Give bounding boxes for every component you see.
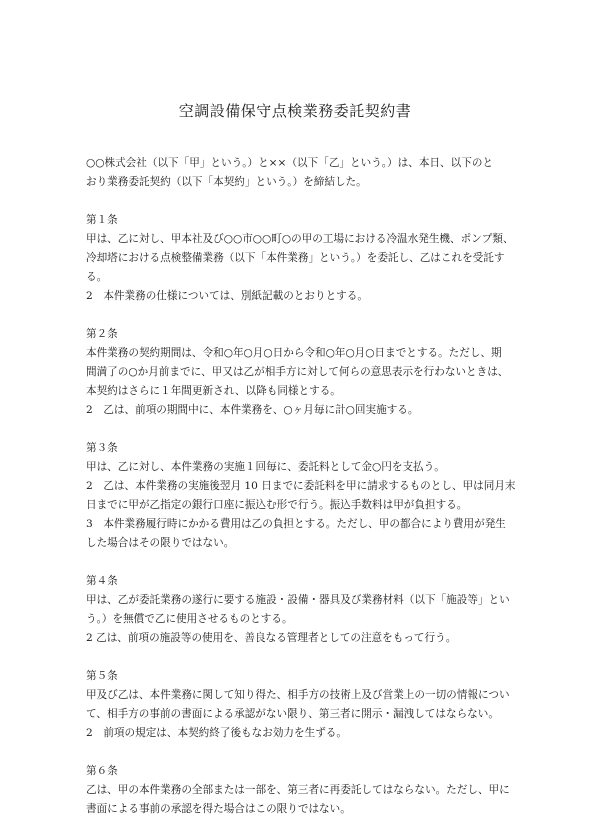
article-line: う。）を無償で乙に使用させるものとする。	[86, 613, 293, 625]
article-heading: 第６条	[86, 765, 118, 777]
document-body	[86, 154, 516, 819]
article-line: 間満了の○か月前までに、甲又は乙が相手方に対して何らの意思表示を行わないときは、	[86, 366, 509, 378]
article-line: 2 乙は、本件業務の実施後翌月 10 日までに委託料を甲に請求するものとし、甲は同月末	[86, 480, 516, 492]
document-title: 空調設備保守点検業務委託契約書	[178, 102, 412, 120]
article-line: した場合はその限りではない。	[86, 537, 235, 549]
article-line: 2 前項の規定は、本契約終了後もなお効力を生ずる。	[86, 727, 347, 739]
preamble-line: ○○株式会社（以下「甲」という。）と××（以下「乙」という。）は、本日、以下のと	[86, 157, 494, 169]
article-line: て、相手方の事前の書面による承認がない限り、第三者に開示・漏洩してはならない。	[86, 708, 499, 720]
article-line: 3 本件業務履行時にかかる費用は乙の負担とする。ただし、甲の都合により費用が発生	[86, 518, 506, 530]
preamble-line: おり業務委託契約（以下「本契約」という。）を締結した。	[86, 176, 367, 188]
article-line: 日までに甲が乙指定の銀行口座に振込む形で行う。振込手数料は甲が負担する。	[86, 499, 468, 511]
preamble	[86, 154, 516, 192]
article-1	[86, 211, 516, 306]
article-heading: 第２条	[86, 328, 118, 340]
article-3	[86, 439, 516, 553]
article-6	[86, 762, 516, 819]
article-line: 本件業務の契約期間は、令和○年○月○日から令和○年○月○日までとする。ただし、期	[86, 347, 502, 359]
article-line: 甲は、乙に対し、甲本社及び○○市○○町○の甲の工場における冷温水発生機、ポンプ類、	[86, 233, 514, 245]
article-line: 2 乙は、前項の施設等の使用を、善良なる管理者としての注意をもって行う。	[86, 632, 457, 644]
article-line: 2 本件業務の仕様については、別紙記載のとおりとする。	[86, 290, 368, 302]
article-line: 冷却塔における点検整備業務（以下「本件業務」という。）を委託し、乙はこれを受託する。	[86, 252, 505, 283]
article-line: 甲は、乙が委託業務の遂行に要する施設・設備・器具及び業務材料（以下「施設等」とい	[86, 594, 510, 606]
article-5	[86, 667, 516, 743]
article-heading: 第５条	[86, 670, 118, 682]
article-heading: 第４条	[86, 575, 118, 587]
article-line: 甲及び乙は、本件業務に関して知り得た、相手方の技術上及び営業上の一切の情報につい	[86, 689, 510, 701]
article-line: 乙は、甲の本件業務の全部または一部を、第三者に再委託してはならない。ただし、甲に	[86, 784, 510, 796]
article-line: 甲は、乙に対し、本件業務の実施１回毎に、委託料として金○円を支払う。	[86, 461, 445, 473]
article-2	[86, 325, 516, 420]
article-line: 2 乙は、前項の期間中に、本件業務を、○ヶ月毎に計○回実施する。	[86, 404, 419, 416]
article-heading: 第３条	[86, 442, 118, 454]
article-heading: 第１条	[86, 214, 118, 226]
article-line: 書面による事前の承認を得た場合はこの限りではない。	[86, 803, 351, 815]
article-line: 本契約はさらに１年間更新され、以降も同様とする。	[86, 385, 341, 397]
article-4	[86, 572, 516, 648]
